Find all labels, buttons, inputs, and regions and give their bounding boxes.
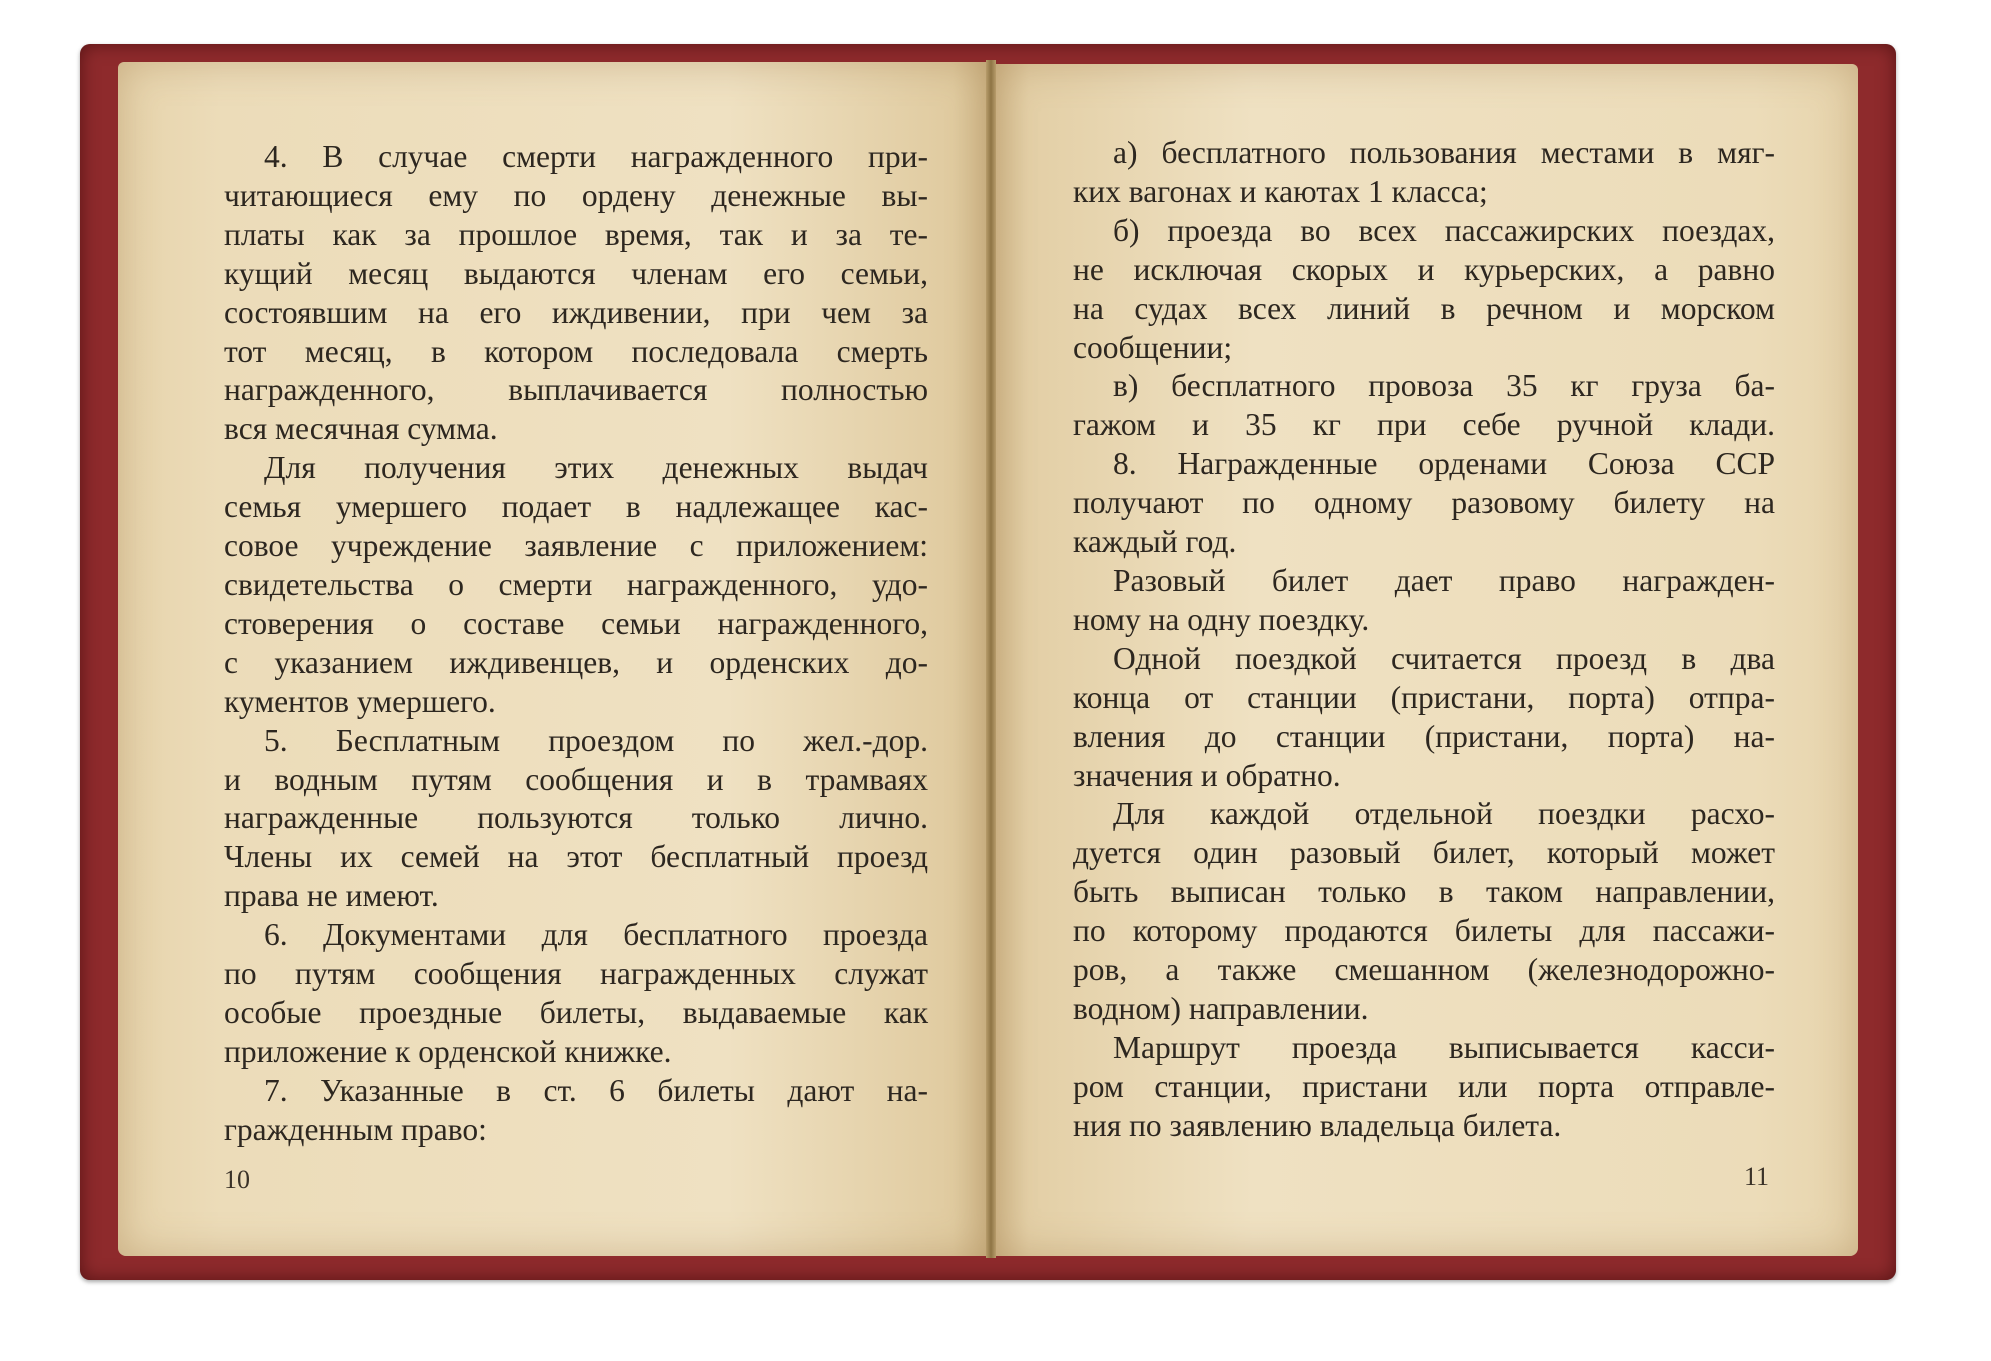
text-line: читающиеся ему по ордену денежные вы- xyxy=(224,177,928,213)
text-line: каждый год. xyxy=(1073,524,1237,560)
text-line: быть выписан только в таком направлении, xyxy=(1073,874,1775,910)
text-line: особые проездные билеты, выдаваемые как xyxy=(224,994,928,1030)
text-line: получают по одному разовому билету на xyxy=(1073,485,1775,521)
page-number-left: 10 xyxy=(224,1165,250,1194)
text-line: гажом и 35 кг при себе ручной клади. xyxy=(1073,407,1775,443)
text-line: свидетельства о смерти награжденного, удо- xyxy=(224,566,928,602)
text-line: Члены их семей на этот бесплатный проезд xyxy=(224,839,928,875)
text-line: 8. Награжденные орденами Союза ССР xyxy=(1113,446,1775,482)
text-line: дуется один разовый билет, который может xyxy=(1073,835,1775,871)
text-line: ром станции, пристани или порта отправле- xyxy=(1073,1068,1775,1104)
text-line: значения и обратно. xyxy=(1073,757,1341,793)
text-line: на судах всех линий в речном и морском xyxy=(1073,290,1775,326)
text-line: ких вагонах и каютах 1 класса; xyxy=(1073,173,1488,209)
page-number-right: 11 xyxy=(1744,1162,1770,1191)
text-line: 5. Бесплатным проездом по жел.-дор. xyxy=(264,722,928,758)
text-line: водном) направлении. xyxy=(1073,990,1369,1026)
text-line: вления до станции (пристани, порта) на- xyxy=(1073,718,1775,754)
text-line: Для каждой отдельной поездки расхо- xyxy=(1113,796,1775,832)
text-line: по которому продаются билеты для пассажи- xyxy=(1073,913,1775,949)
text-line: совое учреждение заявление с приложением: xyxy=(224,528,928,564)
left-page-text xyxy=(224,138,928,1150)
book-gutter xyxy=(986,60,996,1258)
text-line: ния по заявлению владельца билета. xyxy=(1073,1107,1562,1143)
right-page-text xyxy=(1073,134,1775,1146)
text-line: кументов умершего. xyxy=(224,683,496,719)
text-line: 4. В случае смерти награжденного при- xyxy=(264,139,928,174)
text-line: Для получения этих денежных выдач xyxy=(264,450,928,486)
text-line: вся месячная сумма. xyxy=(224,411,498,447)
text-line: 6. Документами для бесплатного проезда xyxy=(264,917,928,953)
text-line: Маршрут проезда выписывается касси- xyxy=(1113,1029,1775,1065)
text-line: семья умершего подает в надлежащее кас- xyxy=(224,489,928,525)
text-line: платы как за прошлое время, так и за те- xyxy=(224,216,928,252)
text-line: награжденные пользуются только лично. xyxy=(224,800,928,836)
text-line: конца от станции (пристани, порта) отпра- xyxy=(1073,679,1775,715)
text-line: по путям сообщения награжденных служат xyxy=(224,956,928,992)
text-line: Разовый билет дает право награжден- xyxy=(1113,562,1775,598)
text-line: и водным путям сообщения и в трамваях xyxy=(224,761,928,797)
text-line: награжденного, выплачивается полностью xyxy=(224,372,928,408)
text-line: гражденным право: xyxy=(224,1111,487,1147)
text-line: б) проезда во всех пассажирских поездах, xyxy=(1113,212,1775,248)
text-line: кущий месяц выдаются членам его семьи, xyxy=(224,255,928,291)
text-line: приложение к орденской книжке. xyxy=(224,1033,672,1069)
text-line: в) бесплатного провоза 35 кг груза ба- xyxy=(1113,368,1775,404)
text-line: ному на одну поездку. xyxy=(1073,601,1370,637)
text-line: стоверения о составе семьи награжденного, xyxy=(224,605,928,641)
text-line: а) бесплатного пользования местами в мяг- xyxy=(1113,135,1775,170)
text-line: не исключая скорых и курьерских, а равно xyxy=(1073,251,1775,287)
text-line: ров, а также смешанном (железнодорожно- xyxy=(1073,952,1775,988)
text-line: права не имеют. xyxy=(224,878,439,914)
text-line: сообщении; xyxy=(1073,329,1233,365)
text-line: с указанием иждивенцев, и орденских до- xyxy=(224,644,928,680)
text-line: тот месяц, в котором последовала смерть xyxy=(224,333,928,369)
text-line: 7. Указанные в ст. 6 билеты дают на- xyxy=(264,1072,928,1108)
text-line: состоявшим на его иждивении, при чем за xyxy=(224,294,928,330)
text-line: Одной поездкой считается проезд в два xyxy=(1113,640,1775,676)
